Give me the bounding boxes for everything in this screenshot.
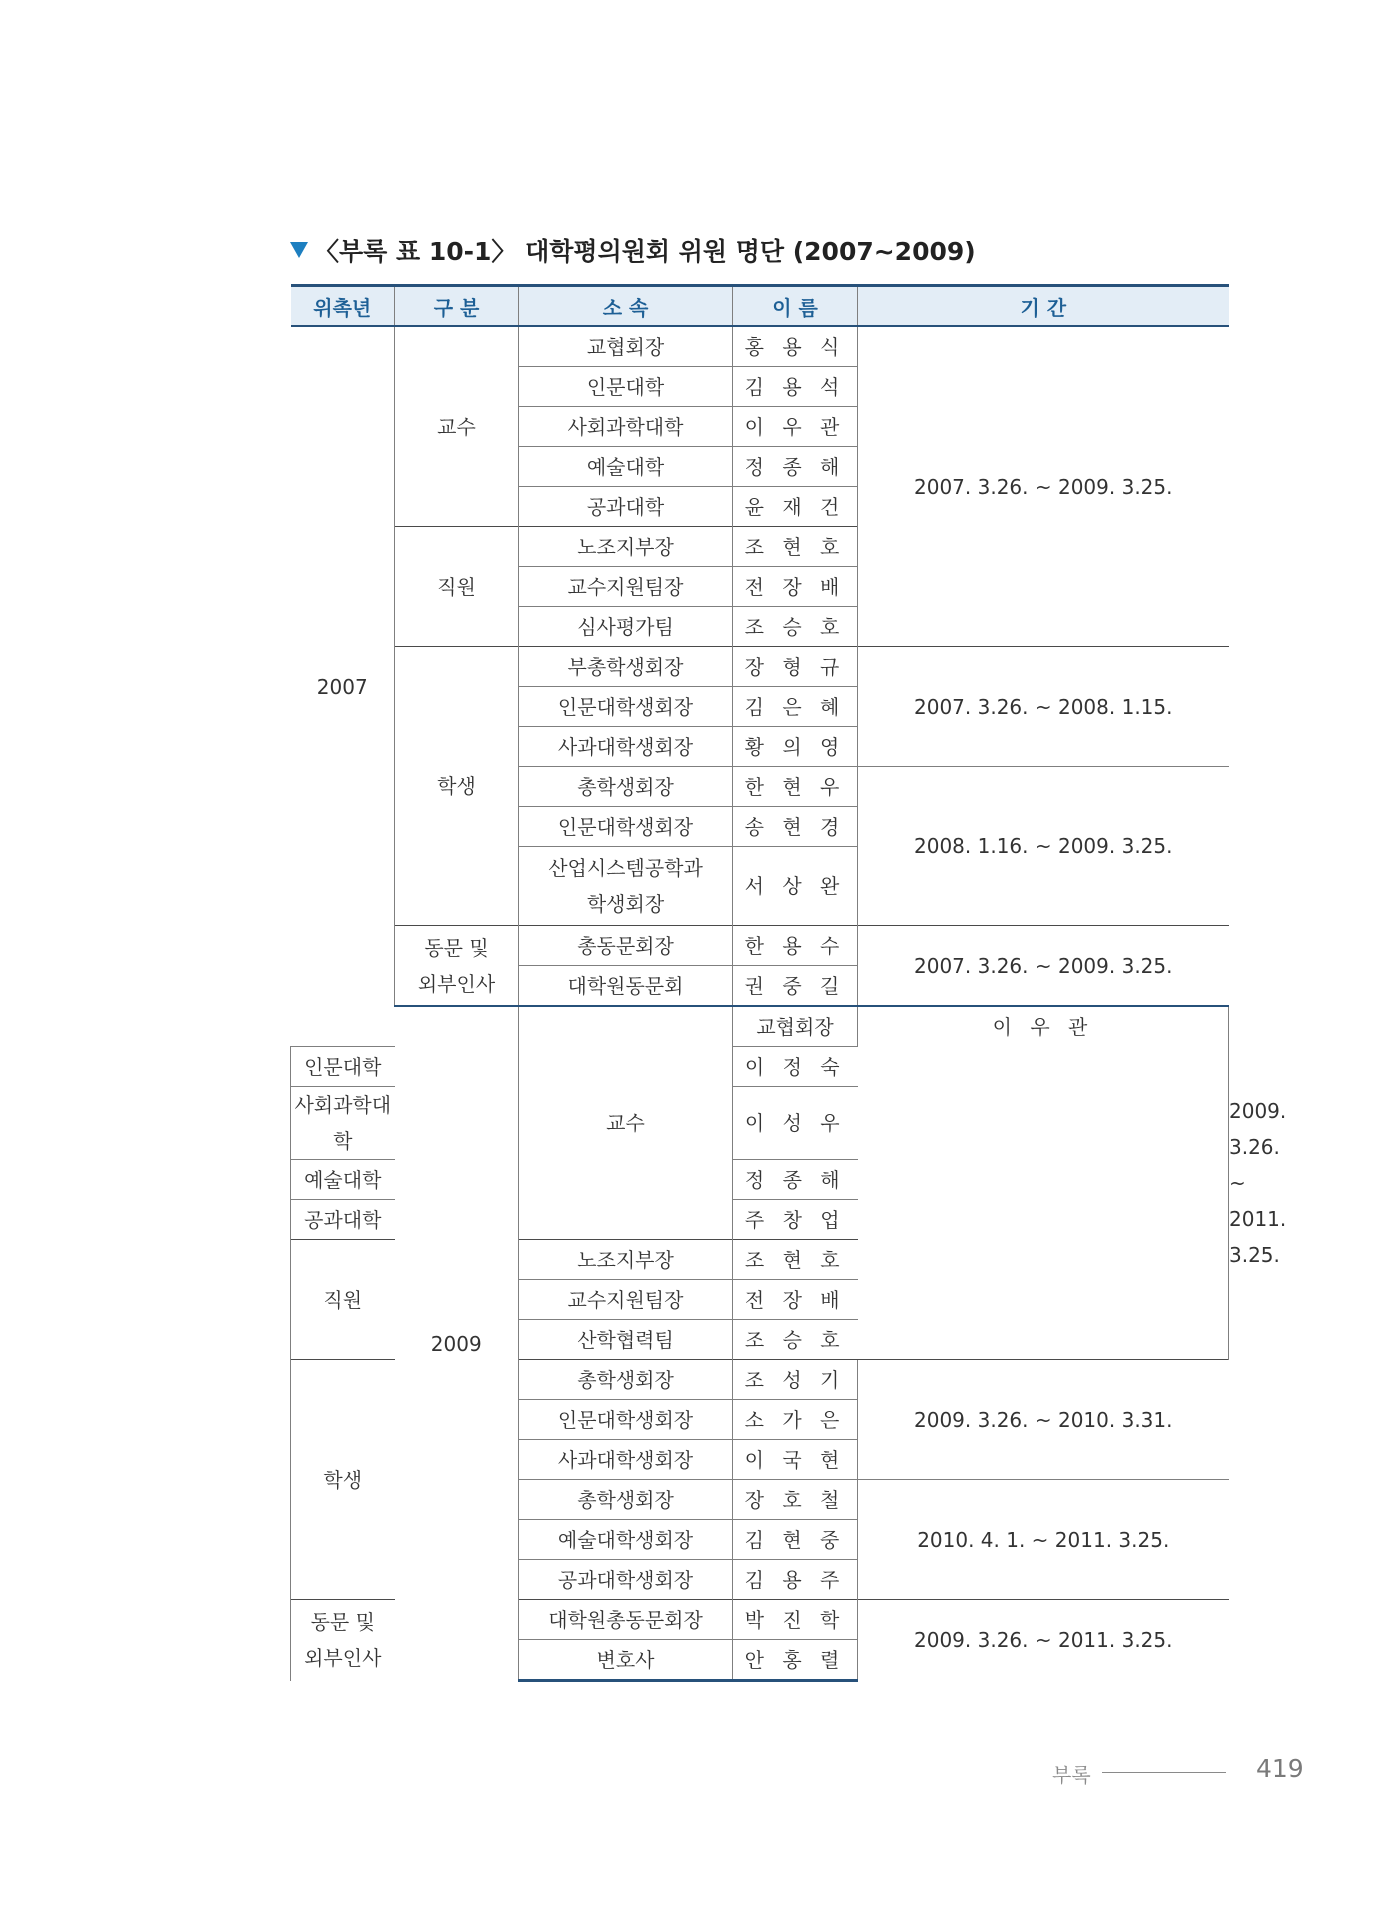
affiliation-cell: 사과대학생회장 bbox=[519, 1440, 733, 1480]
period-cell: 2009. 3.26. ~ 2011. 3.25. bbox=[858, 1600, 1229, 1681]
name-cell: 한 현 우 bbox=[733, 767, 858, 807]
name-cell: 안 홍 렬 bbox=[733, 1640, 858, 1681]
affiliation-cell: 사회과학대학 bbox=[519, 407, 733, 447]
affiliation-line: 학생회장 bbox=[586, 892, 665, 916]
table-header-row bbox=[291, 286, 1229, 327]
footer-rule bbox=[1102, 1772, 1226, 1773]
footer-section-label: 부록 bbox=[1052, 1763, 1091, 1787]
name-cell: 황 의 영 bbox=[733, 727, 858, 767]
category-cell: 직원 bbox=[291, 1240, 395, 1360]
name-cell: 조 현 호 bbox=[733, 1240, 858, 1280]
affiliation-cell: 예술대학 bbox=[291, 1160, 395, 1200]
period-cell: 2007. 3.26. ~ 2008. 1.15. bbox=[858, 647, 1229, 767]
period-cell: 2007. 3.26. ~ 2009. 3.25. bbox=[858, 926, 1229, 1007]
name-cell: 전 장 배 bbox=[733, 1280, 858, 1320]
affiliation-cell: 노조지부장 bbox=[519, 1240, 733, 1280]
affiliation-cell: 사과대학생회장 bbox=[519, 727, 733, 767]
affiliation-cell: 대학원동문회 bbox=[519, 966, 733, 1007]
affiliation-cell: 공과대학 bbox=[291, 1200, 395, 1240]
triangle-bullet-icon bbox=[290, 242, 308, 258]
affiliation-cell: 예술대학생회장 bbox=[519, 1520, 733, 1560]
committee-members-table bbox=[290, 284, 1287, 1682]
name-cell: 장 호 철 bbox=[733, 1480, 858, 1520]
name-cell: 주 창 업 bbox=[733, 1200, 858, 1240]
name-cell: 이 우 관 bbox=[733, 407, 858, 447]
category-line: 외부인사 bbox=[304, 1646, 382, 1671]
affiliation-line: 산업시스템공학과 bbox=[548, 856, 703, 880]
name-cell: 조 승 호 bbox=[733, 1320, 858, 1360]
page-number: 419 bbox=[1256, 1754, 1304, 1783]
table-row bbox=[291, 326, 1229, 367]
name-cell: 박 진 학 bbox=[733, 1600, 858, 1640]
name-cell: 정 종 해 bbox=[733, 447, 858, 487]
name-cell: 김 현 중 bbox=[733, 1520, 858, 1560]
header-name: 이 름 bbox=[733, 286, 858, 327]
name-cell: 조 승 호 bbox=[733, 607, 858, 647]
name-cell: 윤 재 건 bbox=[733, 487, 858, 527]
category-cell: 학생 bbox=[291, 1360, 395, 1600]
affiliation-cell: 인문대학 bbox=[519, 367, 733, 407]
affiliation-cell: 공과대학 bbox=[519, 487, 733, 527]
name-cell: 김 은 혜 bbox=[733, 687, 858, 727]
table-title bbox=[290, 232, 976, 268]
name-cell: 김 용 석 bbox=[733, 367, 858, 407]
table-title-text: 〈부록 표 10-1〉 대학평의원회 위원 명단 (2007~2009) bbox=[314, 237, 976, 266]
affiliation-cell: 산학협력팀 bbox=[519, 1320, 733, 1360]
affiliation-cell: 노조지부장 bbox=[519, 527, 733, 567]
category-cell bbox=[395, 926, 519, 1007]
name-cell: 이 성 우 bbox=[733, 1087, 858, 1160]
affiliation-cell: 총학생회장 bbox=[519, 767, 733, 807]
affiliation-cell: 교협회장 bbox=[519, 326, 733, 367]
name-cell: 조 현 호 bbox=[733, 527, 858, 567]
category-cell: 교수 bbox=[395, 326, 519, 527]
table-row bbox=[291, 926, 1229, 966]
table-row: 2009 교수 교협회장 이 우 관 2009. 3.26. ~ 2011. 3.25. bbox=[291, 1006, 1229, 1047]
name-cell: 전 장 배 bbox=[733, 567, 858, 607]
category-line: 동문 및 bbox=[424, 935, 489, 960]
header-affiliation: 소 속 bbox=[519, 286, 733, 327]
name-cell: 서 상 완 bbox=[733, 847, 858, 926]
period-cell: 2007. 3.26. ~ 2009. 3.25. bbox=[858, 326, 1229, 647]
period-cell: 2009. 3.26. ~ 2010. 3.31. bbox=[858, 1360, 1229, 1480]
table-row bbox=[291, 647, 1229, 687]
affiliation-cell: 예술대학 bbox=[519, 447, 733, 487]
header-year: 위촉년 bbox=[291, 286, 395, 327]
name-cell: 장 형 규 bbox=[733, 647, 858, 687]
category-cell: 직원 bbox=[395, 527, 519, 647]
affiliation-cell: 대학원총동문회장 bbox=[519, 1600, 733, 1640]
affiliation-cell: 인문대학생회장 bbox=[519, 1400, 733, 1440]
affiliation-cell: 총동문회장 bbox=[519, 926, 733, 966]
name-cell: 이 국 현 bbox=[733, 1440, 858, 1480]
affiliation-cell: 사회과학대학 bbox=[291, 1087, 395, 1160]
category-line: 동문 및 bbox=[310, 1610, 375, 1635]
name-cell: 소 가 은 bbox=[733, 1400, 858, 1440]
affiliation-cell bbox=[519, 847, 733, 926]
affiliation-cell: 부총학생회장 bbox=[519, 647, 733, 687]
affiliation-cell: 교수지원팀장 bbox=[519, 1280, 733, 1320]
affiliation-cell: 공과대학생회장 bbox=[519, 1560, 733, 1600]
year-cell: 2007 bbox=[291, 326, 395, 1047]
name-cell: 이 정 숙 bbox=[733, 1047, 858, 1087]
category-cell: 교수 bbox=[519, 1006, 733, 1240]
period-cell: 2008. 1.16. ~ 2009. 3.25. bbox=[858, 767, 1229, 926]
year-cell: 2009 bbox=[395, 1006, 519, 1681]
header-period: 기 간 bbox=[858, 286, 1229, 327]
affiliation-cell: 변호사 bbox=[519, 1640, 733, 1681]
affiliation-cell: 인문대학생회장 bbox=[519, 687, 733, 727]
name-cell: 권 중 길 bbox=[733, 966, 858, 1007]
name-cell: 한 용 수 bbox=[733, 926, 858, 966]
affiliation-cell: 교협회장 bbox=[733, 1006, 858, 1047]
name-cell: 정 종 해 bbox=[733, 1160, 858, 1200]
affiliation-cell: 인문대학 bbox=[291, 1047, 395, 1087]
category-cell: 학생 bbox=[395, 647, 519, 926]
name-cell: 조 성 기 bbox=[733, 1360, 858, 1400]
category-cell bbox=[291, 1600, 395, 1681]
affiliation-cell: 총학생회장 bbox=[519, 1480, 733, 1520]
header-category: 구 분 bbox=[395, 286, 519, 327]
name-cell: 송 현 경 bbox=[733, 807, 858, 847]
affiliation-cell: 총학생회장 bbox=[519, 1360, 733, 1400]
period-cell: 2010. 4. 1. ~ 2011. 3.25. bbox=[858, 1480, 1229, 1600]
affiliation-cell: 심사평가팀 bbox=[519, 607, 733, 647]
name-cell: 이 우 관 bbox=[858, 1006, 1229, 1047]
affiliation-cell: 인문대학생회장 bbox=[519, 807, 733, 847]
name-cell: 김 용 주 bbox=[733, 1560, 858, 1600]
affiliation-cell: 교수지원팀장 bbox=[519, 567, 733, 607]
name-cell: 홍 용 식 bbox=[733, 326, 858, 367]
category-line: 외부인사 bbox=[417, 971, 496, 996]
